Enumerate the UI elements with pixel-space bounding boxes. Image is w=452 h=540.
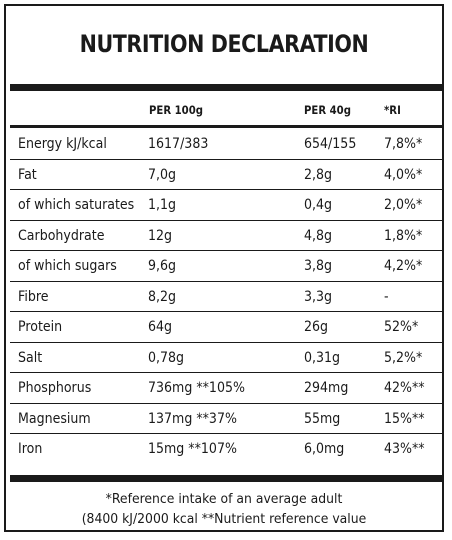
table-row: [10, 312, 444, 343]
row-name: Carbohydrate: [18, 227, 105, 244]
row-per40: 294mg: [304, 380, 349, 396]
row-per100: 1617/383: [148, 136, 209, 152]
header-ri: *RI: [384, 103, 401, 117]
row-ri: 2,0%*: [384, 197, 423, 213]
row-name: Phosphorus: [18, 380, 92, 396]
row-per40: 6,0mg: [304, 441, 345, 457]
table-row: [10, 221, 444, 252]
row-name: Iron: [18, 441, 43, 457]
row-per40: 55mg: [304, 410, 341, 427]
title-divider: [10, 84, 444, 91]
row-per100: 736mg **105%: [148, 380, 245, 396]
row-ri: 7,8%*: [384, 136, 423, 152]
row-per100: 12g: [148, 227, 173, 244]
row-per100: 7,0g: [148, 166, 177, 183]
row-per100: 64g: [148, 319, 173, 335]
row-ri: 43%**: [384, 441, 425, 457]
row-ri: 15%**: [384, 410, 425, 427]
row-name: Protein: [18, 319, 63, 335]
row-ri: 4,0%*: [384, 166, 423, 183]
table-row: [10, 282, 444, 313]
row-per40: 26g: [304, 319, 329, 335]
header-divider: [10, 125, 444, 128]
table-row: [10, 129, 444, 160]
row-per40: 3,3g: [304, 288, 333, 305]
nutrition-panel: [4, 4, 444, 532]
table-row: [10, 404, 444, 435]
page-title: NUTRITION DECLARATION: [79, 30, 369, 58]
table-row: [10, 343, 444, 374]
footer-divider: [10, 475, 444, 482]
row-name: of which saturates: [18, 197, 135, 213]
row-per100: 8,2g: [148, 288, 177, 305]
row-per100: 0,78g: [148, 349, 185, 366]
row-per40: 3,8g: [304, 258, 333, 274]
row-ri: -: [384, 288, 389, 305]
header-per40: PER 40g: [304, 103, 351, 117]
table-row: [10, 160, 444, 191]
row-name: Fibre: [18, 288, 49, 305]
table-row: [10, 434, 444, 465]
row-per40: 654/155: [304, 136, 357, 152]
header-per100: PER 100g: [149, 103, 204, 117]
row-name: Salt: [18, 349, 43, 366]
row-name: Fat: [18, 166, 37, 183]
row-ri: 52%*: [384, 319, 419, 335]
row-ri: 42%**: [384, 380, 425, 396]
table-row: [10, 251, 444, 282]
row-per100: 15mg **107%: [148, 441, 237, 457]
row-per100: 9,6g: [148, 258, 177, 274]
nutrition-table: [10, 129, 444, 465]
row-per100: 137mg **37%: [148, 410, 237, 427]
row-ri: 5,2%*: [384, 349, 423, 366]
table-row: [10, 373, 444, 404]
table-row: [10, 190, 444, 221]
row-per40: 2,8g: [304, 166, 333, 183]
footnote-line-1: *Reference intake of an average adult: [105, 491, 343, 507]
row-ri: 1,8%*: [384, 227, 423, 244]
row-name: Energy kJ/kcal: [18, 136, 107, 152]
row-per40: 0,4g: [304, 197, 333, 213]
row-name: Magnesium: [18, 410, 91, 427]
row-per40: 0,31g: [304, 349, 341, 366]
row-name: of which sugars: [18, 258, 117, 274]
table-header: [6, 96, 442, 124]
row-per40: 4,8g: [304, 227, 333, 244]
footnote-line-2: (8400 kJ/2000 kcal **Nutrient reference value: [81, 511, 367, 527]
row-per100: 1,1g: [148, 197, 177, 213]
row-ri: 4,2%*: [384, 258, 423, 274]
